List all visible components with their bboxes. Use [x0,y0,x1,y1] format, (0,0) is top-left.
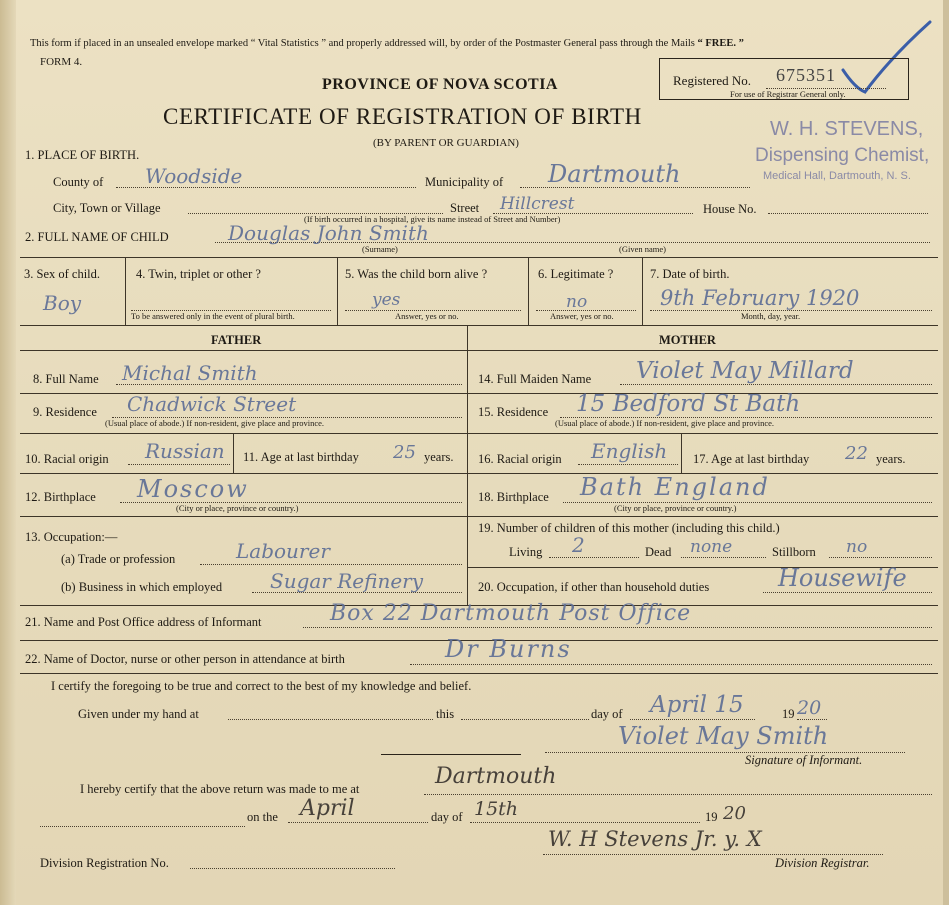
informant-label: 21. Name and Post Office address of Informant [25,615,262,629]
mother-residence-value: 15 Bedford St Bath [576,391,801,417]
paper-edge [0,0,16,905]
mother-occupation-value: Housewife [778,564,907,592]
division-no-line [190,868,395,869]
registrar-day-value: 15th [474,798,519,820]
divider-4-5 [337,257,338,325]
city-label: City, Town or Village [53,201,161,215]
divider-16-17 [681,433,682,473]
father-trade-value: Labourer [236,539,330,563]
father-racial-line [128,464,230,465]
twin-label: 4. Twin, triplet or other ? [136,267,261,281]
given-at-label: Given under my hand at [78,707,199,721]
doctor-line [410,664,932,665]
registrar-signature: W. H Stevens Jr. y. X [548,827,762,851]
mother-age-label: 17. Age at last birthday [693,452,810,466]
day-of-label-2: day of [431,810,463,824]
father-racial-label: 10. Racial origin [25,452,109,466]
stamp-line3: Medical Hall, Dartmouth, N. S. [763,170,911,182]
municipality-label: Municipality of [425,175,504,189]
rule-parents-2 [20,433,938,434]
registrar-place-value: Dartmouth [435,764,557,789]
sex-value: Boy [43,291,82,315]
given-name-note: (Given name) [619,244,666,254]
given-at-line [228,719,433,720]
father-birthplace-value: Moscow [137,475,249,503]
mother-racial-line [578,464,678,465]
divider-parents [467,325,468,605]
mother-residence-label: 15. Residence [478,405,549,419]
mother-years: years. [876,452,906,466]
registrar-text: I hereby certify that the above return was made to me at [80,782,360,796]
form-number: FORM 4. [40,56,83,68]
page-subtitle: (BY PARENT OR GUARDIAN) [373,137,519,149]
mother-birthplace-note: (City or place, province or country.) [614,503,737,513]
mail-notice [30,37,744,51]
rule-row3-bottom [20,325,938,326]
father-birthplace-note: (City or place, province or country.) [176,503,299,513]
registrar-month-value: April [300,796,355,821]
stamp-name: W. H. STEVENS, [770,118,924,140]
mother-residence-note: (Usual place of abode.) If non-resident, give place and province. [555,418,775,428]
certify-date-value: April 15 [650,692,744,718]
division-no-label: Division Registration No. [40,856,169,870]
mother-birthplace-value: Bath England [580,473,770,501]
doctor-label: 22. Name of Doctor, nurse or other person in attendance at birth [25,652,345,666]
mother-occupation-label: 20. Occupation, if other than household duties [478,580,710,594]
registrar-place-line [424,794,932,795]
county-label: County of [53,175,104,189]
father-business-label: (b) Business in which employed [61,580,223,594]
mother-children-label: 19. Number of children of this mother (including this child.) [478,521,780,535]
dob-value: 9th February 1920 [660,286,860,310]
registered-no-label: Registered No. [673,73,751,88]
registrar-signature-line [543,854,883,855]
stamp-line2: Dispensing Chemist, [755,145,930,166]
stillborn-label: Stillborn [772,545,816,559]
mail-notice-text: This form if placed in an unsealed envelope marked “ Vital Statistics ” and properly addressed will, by order of the Postmaster General pass through the Mails [30,38,695,49]
paper-edge-right [943,0,949,905]
page-title: CERTIFICATE OF REGISTRATION OF BIRTH [163,104,642,129]
this-label: this [436,707,455,721]
year-prefix-2: 19 [705,810,718,824]
divider-5-6 [528,257,529,325]
father-residence-value: Chadwick Street [127,392,297,416]
father-trade-line [200,564,462,565]
province-heading: PROVINCE OF NOVA SCOTIA [322,76,558,93]
mother-name-value: Violet May Millard [636,358,854,384]
sex-label: 3. Sex of child. [24,267,101,281]
mother-age-value: 22 [845,443,868,464]
rule-parents-3 [20,473,938,474]
registrar-label: Division Registrar. [775,856,870,870]
living-line [549,557,639,558]
father-business-value: Sugar Refinery [270,569,424,593]
street-label: Street [450,201,480,215]
day-of-line [630,719,755,720]
legitimate-label: 6. Legitimate ? [538,267,614,281]
mother-birthplace-label: 18. Birthplace [478,490,549,504]
street-value: Hillcrest [500,194,575,214]
father-name-label: 8. Full Name [33,372,99,386]
year-prefix: 19 [782,707,795,721]
year-value: 20 [797,697,822,719]
living-label: Living [509,545,543,559]
stillborn-line [829,557,932,558]
mother-heading: MOTHER [659,333,716,347]
day-of-line-2 [470,822,700,823]
house-line [768,213,928,214]
surname-note: (Surname) [362,244,398,254]
on-the-label: on the [247,810,278,824]
mail-notice-free: “ FREE. ” [697,38,744,49]
certify-text: I certify the foregoing to be true and correct to the best of my knowledge and belief. [51,679,472,693]
father-residence-label: 9. Residence [33,405,97,419]
hospital-note: (If birth occurred in a hospital, give its name instead of Street and Number) [304,214,561,224]
informant-line [303,627,932,628]
child-name-value: Douglas John Smith [228,221,429,245]
legitimate-note: Answer, yes or no. [550,311,614,321]
registrar-left-line [40,826,245,827]
mother-name-line [620,384,932,385]
mother-name-label: 14. Full Maiden Name [478,372,592,386]
informant-value: Box 22 Dartmouth Post Office [330,601,692,626]
rule-22 [20,673,938,674]
living-value: 2 [572,533,585,557]
father-racial-value: Russian [145,439,225,463]
alive-note: Answer, yes or no. [395,311,459,321]
doctor-value: Dr Burns [445,635,572,663]
mother-occupation-line [763,592,932,593]
father-heading: FATHER [211,333,262,347]
signature-label: Signature of Informant. [745,753,863,767]
informant-signature: Violet May Smith [618,722,829,750]
this-line [461,719,589,720]
seal-line [381,754,521,755]
dead-label: Dead [645,545,672,559]
legitimate-value: no [566,292,588,312]
father-residence-note: (Usual place of abode.) If non-resident, give place and province. [105,418,325,428]
registrar-note: For use of Registrar General only. [730,89,846,99]
rule-parents-4 [20,516,938,517]
divider-3-4 [125,257,126,325]
house-label: House No. [703,202,757,216]
mother-racial-label: 16. Racial origin [478,452,562,466]
divider-10-11 [233,433,234,473]
municipality-value: Dartmouth [548,160,681,188]
rule-row3-top [20,257,938,258]
twin-note: To be answered only in the event of plural birth. [131,311,295,321]
dob-label: 7. Date of birth. [650,267,730,281]
father-age-value: 25 [393,442,416,463]
alive-value: yes [372,290,401,310]
alive-label: 5. Was the child born alive ? [345,267,488,281]
stillborn-value: no [846,537,868,557]
registered-no-value: 675351 [776,65,836,85]
father-birthplace-label: 12. Birthplace [25,490,96,504]
father-occupation-label: 13. Occupation:— [25,530,118,544]
child-name-label: 2. FULL NAME OF CHILD [25,230,169,244]
dob-note: Month, day, year. [741,311,801,321]
divider-6-7 [642,257,643,325]
rule-parents-top [20,350,938,351]
day-of-label: day of [591,707,623,721]
year-line [797,719,827,720]
father-trade-label: (a) Trade or profession [61,552,176,566]
dead-value: none [690,537,733,557]
mother-racial-value: English [591,439,668,463]
father-years: years. [424,450,454,464]
father-name-value: Michal Smith [122,361,258,385]
on-the-line [288,822,428,823]
year-value-2: 20 [723,803,746,824]
county-value: Woodside [145,164,243,188]
father-age-label: 11. Age at last birthday [243,450,359,464]
place-of-birth-label: 1. PLACE OF BIRTH. [25,148,140,162]
